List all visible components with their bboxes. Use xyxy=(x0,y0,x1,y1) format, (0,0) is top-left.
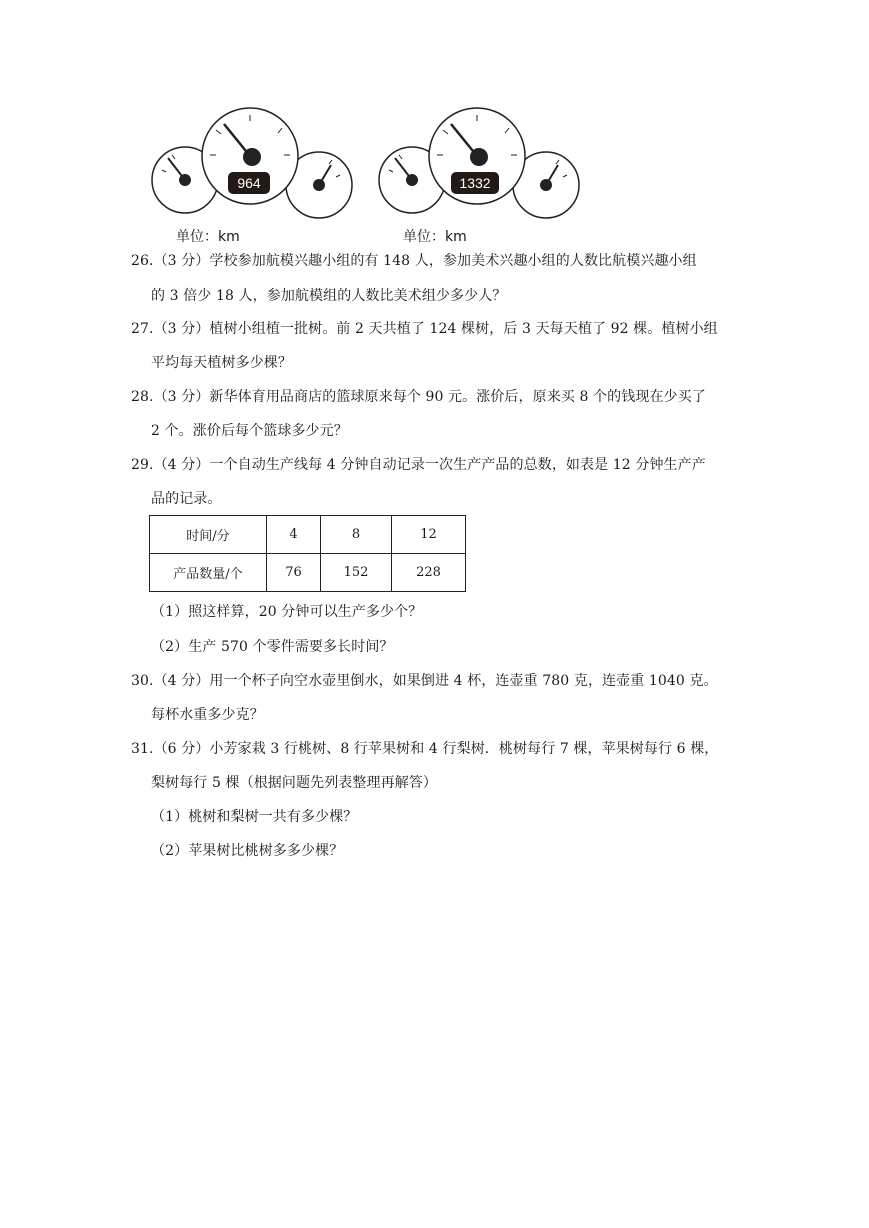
odometer-figure-2 xyxy=(377,100,587,225)
table-cell: 时间/分 xyxy=(150,516,267,554)
table-cell: 产品数量/个 xyxy=(150,554,267,592)
odometer-reading: 964 xyxy=(237,175,261,191)
odometer-reading: 1332 xyxy=(459,175,491,191)
table-cell: 4 xyxy=(267,516,321,554)
production-record-table xyxy=(149,515,466,592)
question-29-line-1: 29.（4 分）一个自动生产线每 4 分钟自动记录一次生产产品的总数，如表是 12 分钟生产产 xyxy=(131,457,706,473)
table-row xyxy=(150,516,466,554)
unit-label: 单位：km xyxy=(403,229,467,245)
table-cell: 8 xyxy=(321,516,392,554)
question-31-line-2: 梨树每行 5 棵（根据问题先列表整理再解答） xyxy=(151,775,438,791)
table-cell: 76 xyxy=(267,554,321,592)
speedometer-icon xyxy=(377,100,587,225)
speedometer-icon xyxy=(150,100,360,225)
unit-label: 单位：km xyxy=(176,229,240,245)
question-29-sub-1: （1）照这样算，20 分钟可以生产多少个？ xyxy=(151,604,423,620)
question-29-line-2: 品的记录。 xyxy=(151,491,222,507)
question-27-line-1: 27.（3 分）植树小组植一批树。前 2 天共植了 124 棵树，后 3 天每天植了 92 棵。植树小组 xyxy=(131,321,718,337)
question-27-line-2: 平均每天植树多少棵？ xyxy=(151,355,292,371)
question-29-sub-2: （2）生产 570 个零件需要多长时间？ xyxy=(151,639,394,655)
odometer-figure-1 xyxy=(150,100,360,225)
table-row xyxy=(150,554,466,592)
question-30-line-2: 每杯水重多少克？ xyxy=(151,707,264,723)
question-26-line-2: 的 3 倍少 18 人，参加航模组的人数比美术组少多少人？ xyxy=(151,288,507,304)
question-28-line-1: 28.（3 分）新华体育用品商店的篮球原来每个 90 元。涨价后，原来买 8 个的钱现在少买了 xyxy=(131,389,706,405)
table-cell: 12 xyxy=(392,516,466,554)
table-cell: 152 xyxy=(321,554,392,592)
question-31-line-1: 31.（6 分）小芳家栽 3 行桃树、8 行苹果树和 4 行梨树．桃树每行 7 棵，苹果树每行 6 棵， xyxy=(131,741,719,757)
question-30-line-1: 30.（4 分）用一个杯子向空水壶里倒水，如果倒进 4 杯，连壶重 780 克，连壶重 1040 克。 xyxy=(131,673,718,689)
question-31-sub-1: （1）桃树和梨树一共有多少棵？ xyxy=(151,809,358,825)
question-28-line-2: 2 个。涨价后每个篮球多少元？ xyxy=(151,423,348,439)
table-cell: 228 xyxy=(392,554,466,592)
question-26-line-1: 26.（3 分）学校参加航模兴趣小组的有 148 人，参加美术兴趣小组的人数比航模兴趣小组 xyxy=(131,253,697,269)
question-31-sub-2: （2）苹果树比桃树多多少棵？ xyxy=(151,843,344,859)
